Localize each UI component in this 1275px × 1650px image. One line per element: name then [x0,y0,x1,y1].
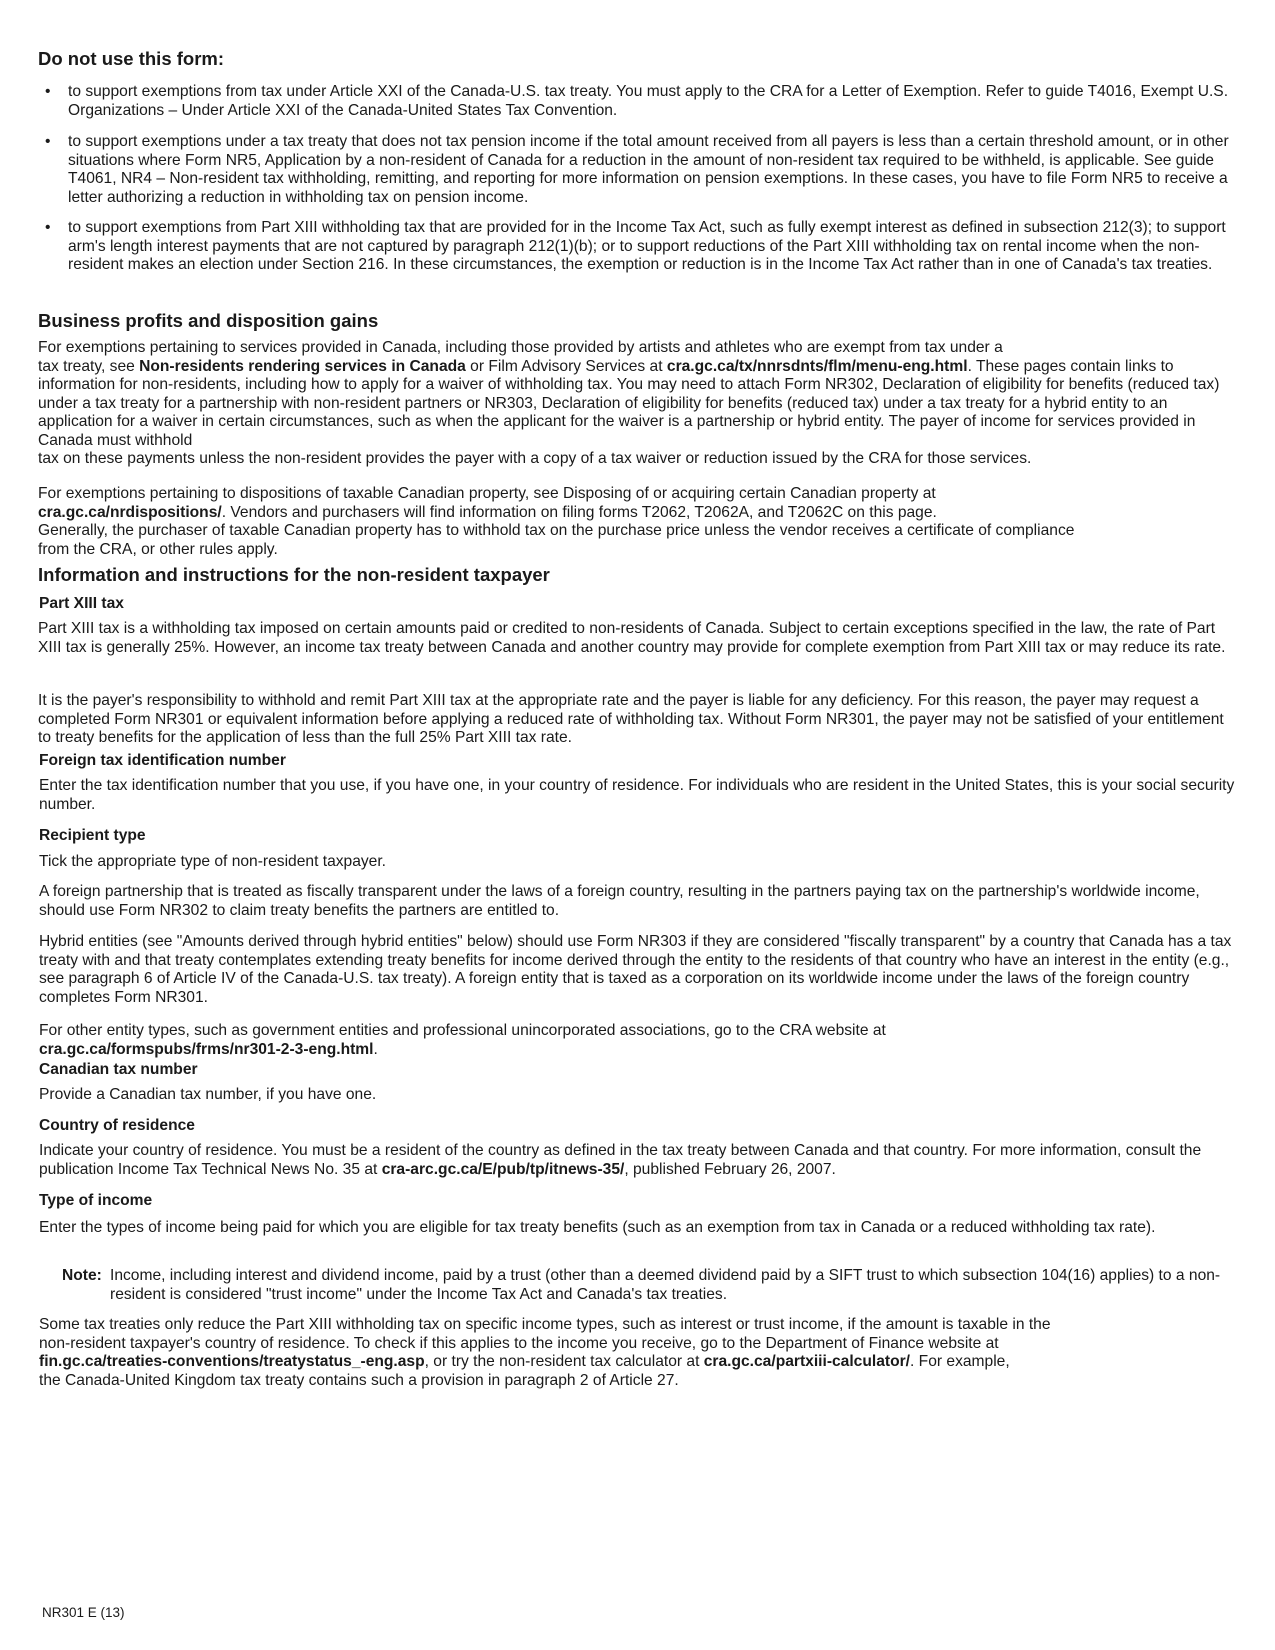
country-paragraph: Indicate your country of residence. You must be a resident of the country as defined in the tax treaty between Canada and that country. For more information, consult the publication Income Tax Technical News No. 35 at cra-arc.gc.ca/E/pub/tp/itnews-35/, published February 26, 2007. [39,1142,1202,1178]
country-heading: Country of residence [39,1117,195,1134]
part13-heading: Part XIII tax [39,595,124,612]
list-item [38,83,1238,120]
hybrid-paragraph: Hybrid entities (see "Amounts derived through hybrid entities" below) should use Form NR303 if they are considered "fiscally transparent" by a country that Canada has a tax treaty with and that treaty contemplates extending treaty benefits for income derived through the entity to the residents of that country who have an interest in the entity (e.g., see paragraph 6 of Article IV of the Canada-U.S. tax treaty). A foreign entity that is taxed as a corporation on its worldwide income under the laws of the foreign country completes Form NR301. [39,933,1232,1006]
cdn-tax-heading: Canadian tax number [39,1061,198,1078]
ftin-heading: Foreign tax identification number [39,752,286,769]
bullet-icon: • [45,219,51,236]
other-entities-paragraph: For other entity types, such as government entities and professional unincorporated associations, go to the CRA website at cra.gc.ca/formspubs/frms/nr301-2-3-eng.html. [39,1022,886,1058]
payer-paragraph: It is the payer's responsibility to withhold and remit Part XIII tax at the appropriate rate and the payer is liable for any deficiency. For this reason, the payer may request a completed Form NR301 or equivalent information before applying a reduced rate of withholding tax. Without Form NR301, the payer may not be satisfied of your entitlement to treaty benefits for the application of less than the full 25% Part XIII tax rate. [38,692,1224,746]
services-link[interactable]: Non-residents rendering services in Canada [139,357,466,375]
info-heading: Information and instructions for the non-resident taxpayer [38,564,550,585]
list-item [38,219,1238,275]
dispositions-link[interactable]: cra.gc.ca/nrdispositions/ [38,503,222,521]
bullet-icon: • [45,133,51,150]
form-number-footer: NR301 E (13) [42,1605,125,1620]
treaty-status-link[interactable]: fin.gc.ca/treaties-conventions/treatystatus_-eng.asp [39,1353,425,1370]
partnership-paragraph: A foreign partnership that is treated as fiscally transparent under the laws of a foreign country, resulting in the partners paying tax on the partnership's worldwide income, should use Form NR302 to claim treaty benefits the partners are entitled to. [39,883,1200,919]
film-advisory-link[interactable]: cra.gc.ca/tx/nnrsdnts/flm/menu-eng.html [666,357,968,375]
bullet-text: to support exemptions from Part XIII withholding tax that are provided for in the Income Tax Act, such as fully exempt interest as defined in subsection 212(3); to support arm's length interest payments that are not captured by paragraph 212(1)(b); or to support reductions of the Part XIII withholding tax on rental income when the non-resident makes an election under Section 216. In these circumstances, the exemption or reduction is in the Income Tax Act rather than in one of Canada's tax treaties. [68,219,1226,273]
recipient-paragraph: Tick the appropriate type of non-resident taxpayer. [39,853,387,870]
type-of-income-heading: Type of income [39,1192,153,1209]
note-text: Income, including interest and dividend income, paid by a trust (other than a deemed dividend paid by a SIFT trust to which subsection 104(16) applies) to a non-resident is considered "trust income" under the Income Tax Act and Canada's tax treaties. [110,1267,1221,1303]
cdn-tax-paragraph: Provide a Canadian tax number, if you have one. [39,1086,377,1103]
part13-paragraph: Part XIII tax is a withholding tax imposed on certain amounts paid or credited to non-residents of Canada. Subject to certain exceptions specified in the law, the rate of Part XIII tax is generally 25%. However, an income tax treaty between Canada and another country may provide for complete exemption from Part XIII tax or may reduce its rate. [38,620,1226,656]
bullet-icon: • [45,83,51,100]
ftin-paragraph: Enter the tax identification number that you use, if you have one, in your country of residence. For individuals who are resident in the United States, this is your social security number. [39,777,1235,813]
bullet-text: to support exemptions from tax under Article XXI of the Canada-U.S. tax treaty. You must apply to the CRA for a Letter of Exemption. Refer to guide T4016, Exempt U.S. Organizations – Under Article XXI of the Canada-United States Tax Convention. [68,83,1229,119]
technical-news-link[interactable]: cra-arc.gc.ca/E/pub/tp/itnews-35/ [381,1160,625,1178]
bullet-text: to support exemptions under a tax treaty that does not tax pension income if the total amount received from all payers is less than a certain threshold amount, or in other situations where Form NR5, Application by a non-resident of Canada for a reduction in the amount of non-resident tax required to be withheld, is applicable. See guide T4061, NR4 – Non-resident tax withholding, remitting, and reporting for more information on pension exemptions. In these cases, you have to file Form NR5 to receive a letter authorizing a reduction in withholding tax on pension income. [68,133,1229,206]
recipient-heading: Recipient type [39,827,146,844]
note-block [62,1267,1238,1304]
services-paragraph: For exemptions pertaining to services provided in Canada, including those provided by artists and athletes who are exempt from tax under a tax treaty, see Non-residents rendering services in Canada or Film Advisory Services at cra.gc.ca/tx/nnrsdnts/flm/menu-eng.html. These pages contain links to information for non-residents, including how to apply for a waiver of withholding tax. You may need to attach Form NR302, Declaration of eligibility for benefits (reduced tax) under a tax treaty for a partnership with non-resident partners or NR303, Declaration of eligibility for benefits (reduced tax) under a tax treaty for a hybrid entity to an application for a waiver in certain circumstances, such as when the applicant for the waiver is a partnership or hybrid entity. The payer of income for services provided in Canada must withhold tax on these payments unless the non-resident provides the payer with a copy of a tax waiver or reduction issued by the CRA for those services. [38,339,1220,467]
calculator-link[interactable]: cra.gc.ca/partxiii-calculator/ [703,1353,911,1370]
treaty-status-paragraph: Some tax treaties only reduce the Part XIII withholding tax on specific income types, such as interest or trust income, if the amount is taxable in the non-resident taxpayer's country of residence. To check if this applies to the income you receive, go to the Department of Finance website at fin.gc.ca/treaties-conventions/treatystatus_-eng.asp, or try the non-resident tax calculator at cra.gc.ca/partxiii-calculator/. For example, the Canada-United Kingdom tax treaty contains such a provision in paragraph 2 of Article 27. [39,1316,1051,1389]
do-not-use-heading: Do not use this form: [38,48,225,69]
note-label: Note: [62,1267,102,1284]
type-of-income-paragraph: Enter the types of income being paid for which you are eligible for tax treaty benefits (such as an exemption from tax in Canada or a reduced withholding tax rate). [39,1219,1156,1236]
entity-types-link[interactable]: cra.gc.ca/formspubs/frms/nr301-2-3-eng.html [39,1040,374,1058]
list-item [38,133,1238,207]
dispositions-paragraph: For exemptions pertaining to dispositions of taxable Canadian property, see Disposing of or acquiring certain Canadian property at cra.gc.ca/nrdispositions/. Vendors and purchasers will find information on filing forms T2062, T2062A, and T2062C on this page. Generally, the purchaser of taxable Canadian property has to withhold tax on the purchase price unless the vendor receives a certificate of compliance from the CRA, or other rules apply. [38,485,1075,558]
business-heading: Business profits and disposition gains [38,310,379,331]
